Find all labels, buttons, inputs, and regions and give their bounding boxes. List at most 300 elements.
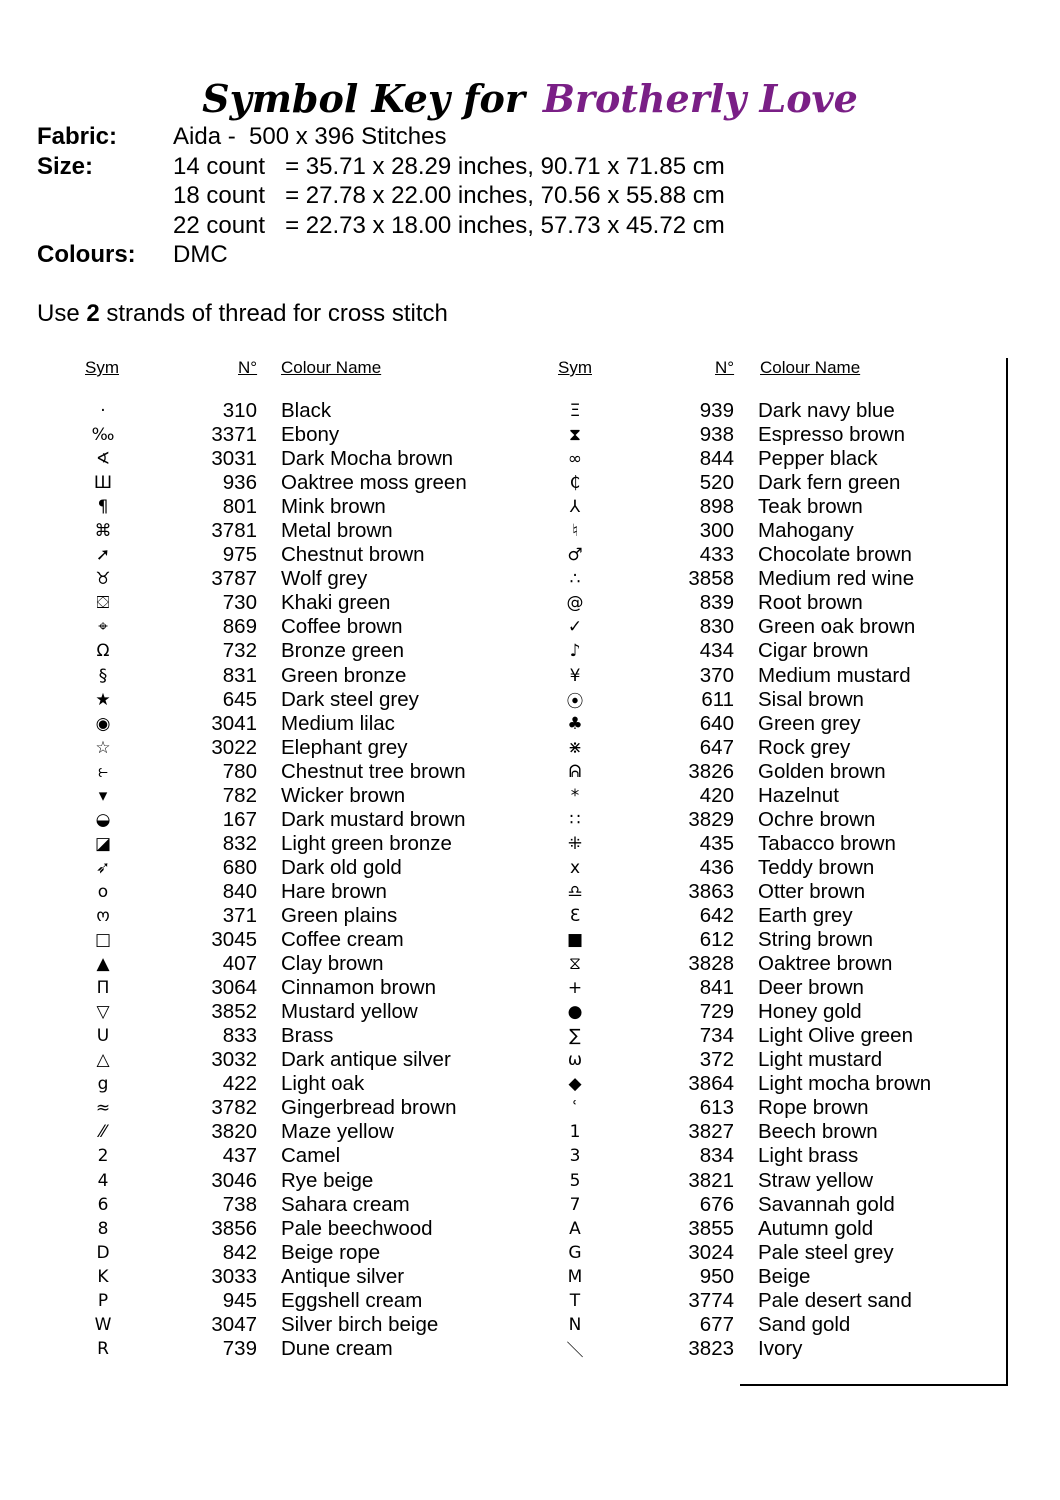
colour-name: Chestnut brown bbox=[281, 543, 425, 567]
header-name-right: Colour Name bbox=[760, 358, 861, 377]
symbol-glyph: 3 bbox=[569, 1146, 581, 1167]
symbol-row bbox=[81, 615, 467, 639]
dmc-number: 738 bbox=[222, 1192, 257, 1216]
symbol-glyph: 4 bbox=[97, 1170, 109, 1191]
symbol-glyph: ＼ bbox=[566, 1341, 584, 1362]
symbol-row bbox=[553, 519, 931, 543]
colour-name: Oaktree moss green bbox=[281, 471, 467, 495]
dmc-number: 898 bbox=[699, 495, 734, 519]
symbol-row bbox=[553, 1024, 931, 1048]
symbol-glyph: ➚ bbox=[95, 545, 111, 566]
symbol-glyph: ⅄ bbox=[569, 497, 581, 518]
fabric-value: Aida - 500 x 396 Stitches bbox=[173, 123, 447, 150]
size-label: Size: bbox=[37, 152, 94, 180]
colour-name: Eggshell cream bbox=[281, 1288, 423, 1312]
symbol-glyph: Ш bbox=[93, 473, 113, 494]
symbol-row bbox=[81, 928, 467, 952]
size-row bbox=[37, 152, 725, 182]
symbol-glyph: ‰ bbox=[91, 425, 115, 446]
colour-name: Chocolate brown bbox=[758, 543, 912, 567]
colour-name: Deer brown bbox=[758, 976, 864, 1000]
symbol-row bbox=[81, 1193, 467, 1217]
symbol-row bbox=[553, 1217, 931, 1241]
symbol-row bbox=[81, 1024, 467, 1048]
symbol-row bbox=[553, 423, 931, 447]
colour-name: Green bronze bbox=[281, 663, 407, 687]
dmc-number: 842 bbox=[222, 1240, 257, 1264]
dmc-number: 3041 bbox=[211, 711, 257, 735]
symbol-row bbox=[81, 1169, 467, 1193]
symbol-glyph: * bbox=[570, 785, 580, 806]
symbol-row bbox=[553, 952, 931, 976]
symbol-row bbox=[81, 591, 467, 615]
dmc-number: 3032 bbox=[211, 1048, 257, 1072]
colour-name: Clay brown bbox=[281, 952, 384, 976]
colour-name: Ebony bbox=[281, 423, 340, 447]
dmc-number: 3047 bbox=[211, 1312, 257, 1336]
dmc-number: 3045 bbox=[211, 928, 257, 952]
colour-name: Green oak brown bbox=[758, 615, 916, 639]
symbol-glyph: o bbox=[97, 881, 109, 902]
dmc-number: 3371 bbox=[211, 423, 257, 447]
size-18-count: 18 count = 27.78 x 22.00 inches, 70.56 x 55.88 cm bbox=[173, 182, 725, 209]
dmc-number: 950 bbox=[699, 1264, 734, 1288]
colour-name: Cinnamon brown bbox=[281, 976, 436, 1000]
dmc-number: 834 bbox=[699, 1144, 734, 1168]
colour-name: Beige bbox=[758, 1264, 811, 1288]
dmc-number: 300 bbox=[699, 519, 734, 543]
symbol-row bbox=[81, 904, 467, 928]
symbol-glyph: ¥ bbox=[569, 665, 581, 686]
symbol-glyph: ⥼ bbox=[98, 761, 108, 782]
colour-name: Teak brown bbox=[758, 495, 863, 519]
symbol-row bbox=[81, 423, 467, 447]
symbol-row bbox=[81, 976, 467, 1000]
dmc-number: 734 bbox=[699, 1024, 734, 1048]
symbol-glyph: ★ bbox=[95, 689, 111, 710]
symbol-glyph: @ bbox=[566, 593, 584, 614]
symbol-row bbox=[553, 1000, 931, 1024]
size-22-count: 22 count = 22.73 x 18.00 inches, 57.73 x 45.72 cm bbox=[173, 211, 725, 239]
header-sym-right: Sym bbox=[558, 358, 592, 377]
symbol-row bbox=[81, 1289, 467, 1313]
colour-name: Light green bronze bbox=[281, 831, 452, 855]
strands-count: 2 bbox=[86, 300, 100, 327]
symbol-glyph: ᕱ bbox=[568, 761, 582, 782]
colour-name: Pale beechwood bbox=[281, 1216, 433, 1240]
symbol-row bbox=[553, 688, 931, 712]
symbol-glyph: ⌘ bbox=[94, 521, 112, 542]
dmc-number: 841 bbox=[699, 976, 734, 1000]
colour-name: Hazelnut bbox=[758, 783, 839, 807]
colour-name: Rye beige bbox=[281, 1168, 374, 1192]
symbol-glyph: ¶ bbox=[97, 497, 109, 518]
fabric-row bbox=[37, 122, 725, 152]
symbol-row bbox=[553, 1193, 931, 1217]
symbol-row bbox=[81, 543, 467, 567]
symbol-glyph: § bbox=[98, 665, 108, 686]
colour-name: Light brass bbox=[758, 1144, 859, 1168]
colour-name: Otter brown bbox=[758, 879, 866, 903]
colour-name: Light oak bbox=[281, 1072, 365, 1096]
fabric-label: Fabric: bbox=[37, 123, 118, 150]
colour-name: Hare brown bbox=[281, 879, 387, 903]
colour-name: Golden brown bbox=[758, 759, 886, 783]
colour-name: Earth grey bbox=[758, 904, 853, 927]
symbol-row bbox=[81, 808, 467, 832]
dmc-number: 780 bbox=[222, 759, 257, 783]
colours-label: Colours: bbox=[37, 241, 136, 268]
dmc-number: 801 bbox=[222, 495, 257, 519]
size-row bbox=[37, 211, 725, 241]
colour-name: Rock grey bbox=[758, 735, 851, 759]
symbol-row bbox=[553, 1241, 931, 1265]
symbol-glyph: ∢ bbox=[95, 449, 111, 470]
symbol-glyph: ∞ bbox=[567, 449, 583, 470]
dmc-number: 370 bbox=[699, 663, 734, 687]
dmc-number: 3855 bbox=[688, 1216, 734, 1240]
title-prefix: Symbol Key for bbox=[202, 76, 525, 121]
symbol-row bbox=[81, 760, 467, 784]
colour-name: Honey gold bbox=[758, 1000, 862, 1024]
symbol-glyph: ♣ bbox=[567, 713, 583, 734]
symbol-row bbox=[553, 928, 931, 952]
dmc-number: 739 bbox=[222, 1336, 257, 1360]
symbol-row bbox=[81, 1313, 467, 1337]
strands-before: Use bbox=[37, 300, 87, 327]
strands-after: strands of thread for cross stitch bbox=[99, 300, 448, 327]
dmc-number: 677 bbox=[699, 1312, 734, 1336]
colour-name: Dark mustard brown bbox=[281, 807, 466, 831]
dmc-number: 3826 bbox=[688, 759, 734, 783]
dmc-number: 3856 bbox=[211, 1216, 257, 1240]
colour-name: Camel bbox=[281, 1144, 341, 1168]
symbol-row bbox=[553, 736, 931, 760]
dmc-number: 3852 bbox=[211, 1000, 257, 1024]
symbol-row bbox=[81, 856, 467, 880]
symbol-glyph: M bbox=[567, 1266, 583, 1287]
symbol-glyph: □ bbox=[94, 930, 112, 951]
colours-value: DMC bbox=[173, 241, 228, 268]
symbol-glyph: ∷ bbox=[569, 809, 581, 830]
symbol-glyph: ⋇ bbox=[567, 737, 583, 758]
strands-instruction bbox=[37, 300, 448, 328]
colour-name: Ivory bbox=[758, 1336, 803, 1360]
colour-name: Tabacco brown bbox=[758, 831, 896, 855]
dmc-number: 437 bbox=[222, 1144, 257, 1168]
symbol-row bbox=[81, 952, 467, 976]
colour-name: Cigar brown bbox=[758, 639, 869, 663]
symbol-row bbox=[81, 832, 467, 856]
symbol-glyph: 7 bbox=[569, 1194, 581, 1215]
colour-name: Dark fern green bbox=[758, 471, 901, 495]
dmc-number: 3858 bbox=[688, 567, 734, 591]
dmc-number: 435 bbox=[699, 831, 734, 855]
colour-name: Gingerbread brown bbox=[281, 1096, 457, 1120]
colour-name: Wicker brown bbox=[281, 783, 406, 807]
colour-name: Dune cream bbox=[281, 1336, 393, 1360]
symbol-row bbox=[553, 615, 931, 639]
symbol-row bbox=[553, 567, 931, 591]
dmc-number: 640 bbox=[699, 711, 734, 735]
dmc-number: 730 bbox=[222, 591, 257, 615]
symbol-glyph: ✓ bbox=[567, 617, 583, 638]
symbol-glyph: Ω bbox=[96, 641, 110, 662]
symbol-row bbox=[553, 495, 931, 519]
symbol-row bbox=[553, 1048, 931, 1072]
symbol-row bbox=[553, 760, 931, 784]
dmc-number: 3827 bbox=[688, 1120, 734, 1144]
symbol-glyph: ⌖ bbox=[98, 617, 108, 638]
symbol-glyph: ⧗ bbox=[569, 425, 581, 446]
colour-name: Ochre brown bbox=[758, 807, 876, 831]
colour-name: Mahogany bbox=[758, 519, 854, 543]
pattern-name: Brotherly Love bbox=[542, 76, 858, 121]
symbol-row bbox=[553, 712, 931, 736]
colour-name: Teddy brown bbox=[758, 855, 875, 879]
symbol-row bbox=[553, 639, 931, 663]
symbol-glyph: ♉ bbox=[95, 569, 111, 590]
symbol-glyph: 8 bbox=[97, 1218, 109, 1239]
header-sym-left: Sym bbox=[85, 358, 119, 377]
colour-name: Sahara cream bbox=[281, 1192, 410, 1216]
size-row bbox=[37, 181, 725, 211]
colour-name: Metal brown bbox=[281, 519, 393, 543]
colour-name: Silver birch beige bbox=[281, 1312, 439, 1336]
dmc-number: 939 bbox=[699, 399, 734, 423]
colour-name: Pale desert sand bbox=[758, 1288, 912, 1312]
symbol-row bbox=[553, 1120, 931, 1144]
symbol-row bbox=[553, 1096, 931, 1120]
symbol-row bbox=[553, 1313, 931, 1337]
symbol-glyph: x bbox=[569, 857, 581, 878]
colour-name: Mustard yellow bbox=[281, 1000, 418, 1024]
colour-name: Coffee brown bbox=[281, 615, 403, 639]
symbol-glyph: ◪ bbox=[94, 833, 112, 854]
size-14-count: 14 count = 35.71 x 28.29 inches, 90.71 x 71.85 cm bbox=[173, 152, 725, 180]
symbol-row bbox=[81, 1217, 467, 1241]
colour-name: Medium red wine bbox=[758, 567, 915, 591]
symbol-glyph: Ս bbox=[96, 1026, 110, 1047]
colour-name: Antique silver bbox=[281, 1264, 405, 1288]
symbol-glyph: ♂ bbox=[567, 545, 583, 566]
symbol-row bbox=[553, 976, 931, 1000]
dmc-number: 611 bbox=[701, 687, 734, 711]
symbol-glyph: ⁜ bbox=[567, 833, 583, 854]
symbol-glyph: Ɛ bbox=[569, 906, 581, 926]
symbol-row bbox=[553, 471, 931, 495]
colour-name: Rope brown bbox=[758, 1096, 869, 1120]
dmc-number: 434 bbox=[699, 639, 734, 663]
symbol-glyph: A bbox=[569, 1218, 581, 1239]
dmc-number: 407 bbox=[222, 952, 257, 976]
colour-name: Straw yellow bbox=[758, 1168, 874, 1192]
symbol-row bbox=[81, 688, 467, 712]
dmc-number: 436 bbox=[699, 855, 734, 879]
symbol-glyph: K bbox=[97, 1266, 109, 1287]
dmc-number: 422 bbox=[222, 1072, 257, 1096]
symbol-glyph: T bbox=[569, 1290, 581, 1311]
symbol-glyph: 2 bbox=[97, 1146, 109, 1167]
colour-name: Savannah gold bbox=[758, 1192, 895, 1216]
dmc-number: 3863 bbox=[688, 879, 734, 903]
symbol-glyph: P bbox=[97, 1290, 109, 1311]
symbol-row bbox=[81, 1120, 467, 1144]
table-bottom-border bbox=[740, 1384, 1008, 1386]
symbol-glyph: R bbox=[97, 1338, 109, 1359]
symbol-glyph: Π bbox=[96, 978, 110, 999]
table-right-border bbox=[1006, 358, 1008, 1386]
colour-name: Espresso brown bbox=[758, 423, 905, 447]
colour-name: Brass bbox=[281, 1024, 334, 1048]
colour-name: String brown bbox=[758, 928, 874, 952]
colour-name: Mink brown bbox=[281, 495, 386, 519]
symbol-row bbox=[81, 1337, 467, 1361]
symbol-glyph: ₵ bbox=[569, 473, 581, 494]
symbol-row bbox=[553, 880, 931, 904]
symbol-glyph: Ξ bbox=[569, 401, 581, 422]
colour-name: Khaki green bbox=[281, 591, 391, 615]
symbol-row bbox=[81, 519, 467, 543]
symbol-glyph: + bbox=[567, 978, 583, 999]
symbol-glyph: ◉ bbox=[95, 713, 111, 734]
symbol-row bbox=[553, 664, 931, 688]
dmc-number: 975 bbox=[222, 543, 257, 567]
colour-name: Pepper black bbox=[758, 447, 878, 471]
colour-name: Beige rope bbox=[281, 1240, 381, 1264]
header-num-right: N° bbox=[715, 358, 735, 377]
dmc-number: 782 bbox=[222, 783, 257, 807]
symbol-row bbox=[81, 1265, 467, 1289]
symbol-glyph: ▽ bbox=[96, 1002, 110, 1023]
dmc-number: 3031 bbox=[211, 447, 257, 471]
dmc-number: 420 bbox=[699, 783, 734, 807]
symbol-row bbox=[553, 591, 931, 615]
colour-name: Oaktree brown bbox=[758, 952, 893, 976]
symbol-row bbox=[81, 1241, 467, 1265]
symbol-glyph: N bbox=[568, 1314, 582, 1335]
symbol-glyph: ∑ bbox=[569, 1026, 581, 1047]
symbol-glyph: ⛋ bbox=[96, 593, 110, 614]
symbol-row bbox=[81, 1096, 467, 1120]
symbol-glyph: ♮ bbox=[571, 521, 579, 542]
colours-row bbox=[37, 240, 725, 270]
symbol-row bbox=[81, 880, 467, 904]
colour-name: Wolf grey bbox=[281, 567, 368, 591]
dmc-number: 3828 bbox=[688, 952, 734, 976]
dmc-number: 676 bbox=[699, 1192, 734, 1216]
colour-name: Dark navy blue bbox=[758, 399, 895, 423]
symbol-glyph: ʿ bbox=[572, 1098, 578, 1119]
symbol-glyph: ო bbox=[96, 906, 110, 926]
dmc-number: 3064 bbox=[211, 976, 257, 1000]
dmc-number: 3033 bbox=[211, 1264, 257, 1288]
symbol-glyph: ⁄⁄ bbox=[100, 1122, 106, 1143]
dmc-number: 310 bbox=[222, 399, 257, 423]
symbol-row bbox=[81, 1048, 467, 1072]
symbol-glyph: ▾ bbox=[98, 785, 108, 806]
dmc-number: 3781 bbox=[211, 519, 257, 543]
symbol-row bbox=[553, 832, 931, 856]
pattern-info bbox=[37, 122, 725, 270]
dmc-number: 831 bbox=[222, 663, 257, 687]
symbol-row bbox=[553, 447, 931, 471]
symbol-glyph: ◒ bbox=[95, 809, 111, 830]
colour-name: Root brown bbox=[758, 591, 863, 615]
symbol-row bbox=[81, 712, 467, 736]
colour-name: Beech brown bbox=[758, 1120, 878, 1144]
symbol-row bbox=[81, 399, 467, 423]
symbol-row bbox=[553, 543, 931, 567]
symbol-glyph: ■ bbox=[566, 930, 584, 951]
colour-name: Sand gold bbox=[758, 1312, 851, 1336]
symbol-row bbox=[553, 1072, 931, 1096]
dmc-number: 830 bbox=[699, 615, 734, 639]
symbol-row bbox=[81, 639, 467, 663]
dmc-number: 612 bbox=[699, 928, 734, 952]
dmc-number: 3774 bbox=[688, 1288, 734, 1312]
symbol-glyph: G bbox=[568, 1242, 582, 1263]
dmc-number: 839 bbox=[699, 591, 734, 615]
symbol-glyph: ● bbox=[567, 1002, 583, 1023]
dmc-number: 520 bbox=[699, 471, 734, 495]
symbol-glyph: D bbox=[96, 1242, 110, 1263]
symbol-glyph: 5 bbox=[569, 1170, 581, 1191]
symbol-glyph: △ bbox=[96, 1050, 110, 1071]
colour-name: Light mustard bbox=[758, 1048, 883, 1072]
dmc-number: 372 bbox=[699, 1048, 734, 1072]
dmc-number: 938 bbox=[699, 423, 734, 447]
symbol-glyph: 6 bbox=[97, 1194, 109, 1215]
symbol-row bbox=[553, 1337, 931, 1361]
colour-name: Bronze green bbox=[281, 639, 405, 663]
dmc-number: 167 bbox=[222, 807, 257, 831]
dmc-number: 832 bbox=[222, 831, 257, 855]
colour-name: Dark steel grey bbox=[281, 687, 419, 711]
symbol-row bbox=[81, 736, 467, 760]
dmc-number: 433 bbox=[699, 543, 734, 567]
symbol-row bbox=[553, 1144, 931, 1168]
dmc-number: 3821 bbox=[688, 1168, 734, 1192]
colour-name: Medium lilac bbox=[281, 711, 395, 735]
symbol-row bbox=[553, 1265, 931, 1289]
dmc-number: 840 bbox=[222, 879, 257, 903]
colour-name: Dark old gold bbox=[281, 855, 402, 879]
dmc-number: 3823 bbox=[688, 1336, 734, 1360]
symbol-glyph: ☆ bbox=[95, 737, 111, 758]
symbol-row bbox=[553, 784, 931, 808]
left-symbol-column bbox=[81, 399, 467, 1361]
symbol-glyph: ω bbox=[567, 1050, 583, 1071]
symbol-glyph: ⧖ bbox=[569, 954, 581, 975]
dmc-number: 371 bbox=[222, 904, 257, 927]
colour-name: Medium mustard bbox=[758, 663, 911, 687]
dmc-number: 833 bbox=[222, 1024, 257, 1048]
symbol-row bbox=[81, 1000, 467, 1024]
header-name-left: Colour Name bbox=[281, 358, 382, 377]
dmc-number: 3024 bbox=[688, 1240, 734, 1264]
header-num-left: N° bbox=[238, 358, 258, 377]
symbol-row bbox=[553, 856, 931, 880]
dmc-number: 936 bbox=[222, 471, 257, 495]
dmc-number: 945 bbox=[222, 1288, 257, 1312]
symbol-row bbox=[553, 904, 931, 928]
symbol-row bbox=[81, 1072, 467, 1096]
page-title bbox=[0, 76, 1060, 121]
colour-name: Light Olive green bbox=[758, 1024, 913, 1048]
right-symbol-column bbox=[553, 399, 931, 1361]
dmc-number: 3864 bbox=[688, 1072, 734, 1096]
